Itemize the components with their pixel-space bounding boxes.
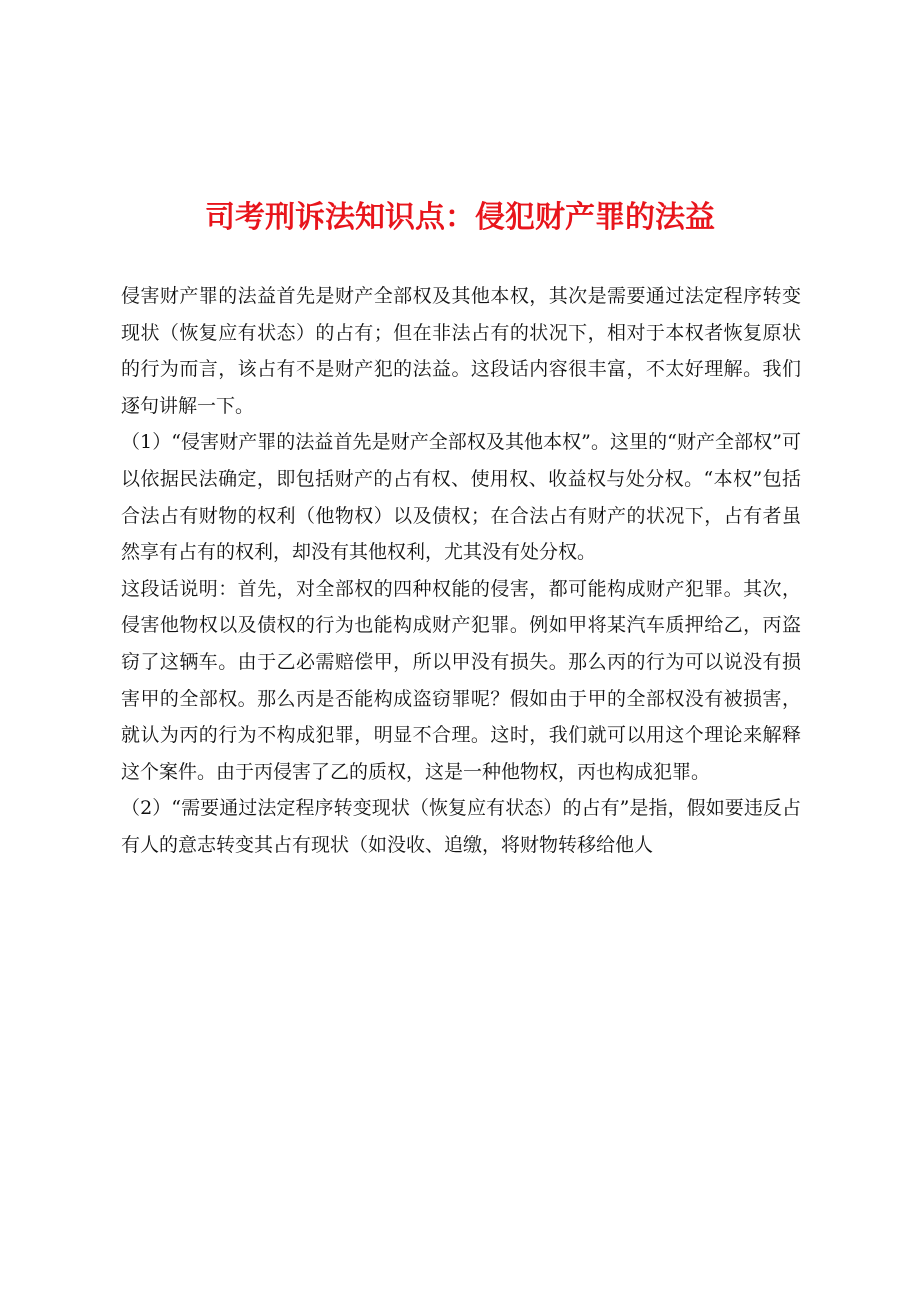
paragraph-point-2: （2）“需要通过法定程序转变现状（恢复应有状态）的占有”是指，假如要违反占有人的意志转变其占有现状（如没收、追缴，将财物转移给他人: [121, 797, 801, 856]
paragraph-intro: 侵害财产罪的法益首先是财产全部权及其他本权，其次是需要通过法定程序转变现状（恢复应有状态）的占有；但在非法占有的状况下，相对于本权者恢复原状的行为而言，该占有不是财产犯的法益。这段话内容很丰富，不太好理解。我们逐句讲解一下。: [121, 285, 801, 417]
document-title: 司考刑诉法知识点：侵犯财产罪的法益: [205, 200, 715, 235]
paragraph-explanation: 这段话说明：首先，对全部权的四种权能的侵害，都可能构成财产犯罪。其次，侵害他物权以及债权的行为也能构成财产犯罪。例如甲将某汽车质押给乙，丙盗窃了这辆车。由于乙必需赔偿甲，所以甲没有损失。那么丙的行为可以说没有损害甲的全部权。那么丙是否能构成盗窃罪呢？假如由于甲的全部权没有被损害，就认为丙的行为不构成犯罪，明显不合理。这时，我们就可以用这个理论来解释这个案件。由于丙侵害了乙的质权，这是一种他物权，丙也构成犯罪。: [121, 577, 801, 783]
paragraph-point-1: （1）“侵害财产罪的法益首先是财产全部权及其他本权”。这里的“财产全部权”可以依据民法确定，即包括财产的占有权、使用权、收益权与处分权。“本权”包括合法占有财物的权利（他物权）以及债权；在合法占有财产的状况下，占有者虽然享有占有的权利，却没有其他权利，尤其没有处分权。: [121, 431, 801, 564]
document-body: [121, 278, 801, 864]
